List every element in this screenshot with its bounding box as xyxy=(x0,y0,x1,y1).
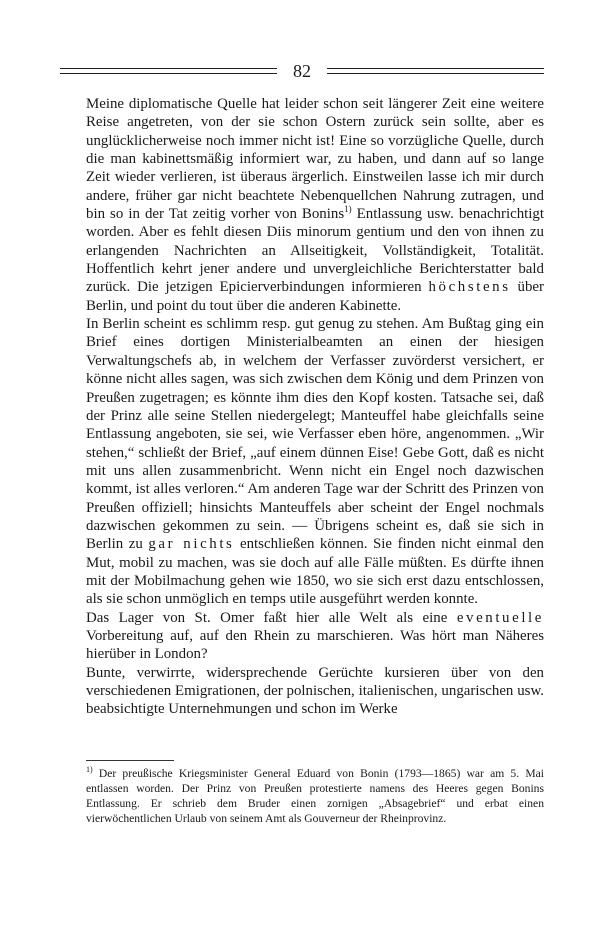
footnote-text: Der preußische Kriegsminister General Eduard von Bonin (1793—1865) war am 5. Mai entlassen worden. Der Prinz von Preußen protestierte namens des Heeres gegen Bonins Entlassung. Er schrieb dem Bruder einen zornigen „Absagebrief“ und erbat einen vierwöchentlichen Urlaub von seinem Amt als Gouverneur der Rheinprovinz. xyxy=(86,767,544,825)
body-text xyxy=(86,95,544,719)
paragraph-3 xyxy=(86,609,544,664)
paragraph-1-text-c: über Berlin, und point du tout über die anderen Kabinette. xyxy=(86,279,544,314)
footnotes xyxy=(86,766,544,826)
footnote-1 xyxy=(86,766,544,826)
page-number: 82 xyxy=(293,61,311,81)
footnote-divider xyxy=(86,760,174,761)
paragraph-2 xyxy=(86,315,544,609)
paragraph-2-text-b: entschließen können. Sie finden nicht einmal den Mut, mobil zu machen, was sie doch auf alle Fälle müßten. Es dürfte ihnen mit der Mobilmachung gehen wie 1850, wo sie sich erst dazu entschlossen, als sie schon unmöglich en temps utile ausgeführt werden konnte. xyxy=(86,536,544,608)
footnote-reference: 1) xyxy=(344,204,352,215)
paragraph-2-emphasis: gar nichts xyxy=(148,536,235,553)
paragraph-3-text-a: Das Lager von St. Omer faßt hier alle Welt als eine xyxy=(86,609,457,626)
paragraph-1-text-b: Entlassung usw. benachrichtigt worden. Aber es fehlt diesen Diis minorum gentium und den von ihnen zu erlangenden Nachrichten an Allseitigkeit, Vollständigkeit, Totalität. Hoffentlich kehrt jener andere und unvergleichliche Berichterstatter bald zurück. Die jetzigen Epicierverbindungen informieren xyxy=(86,206,545,296)
paragraph-3-text-b: Vorbereitung auf, auf den Rhein zu marschieren. Was hört man Näheres hierüber in London? xyxy=(86,627,544,663)
paragraph-2-text-a: In Berlin scheint es schlimm resp. gut genug zu stehen. Am Bußtag ging ein Brief eines dortigen Ministerialbeamten an einen der hiesigen Verwaltungschefs ab, in welchem der Verfasser zuvörderst versichert, er könne nicht alles sagen, was sich zwischen dem König und dem Prinzen von Preußen zugetragen; es könnte ihm dies den Kopf kosten. Tatsache sei, daß der Prinz alle seine Stellen niedergelegt; Manteuffel habe gleichfalls seine Entlassung angeboten, sie sei, wie Verfasser eben höre, angenommen. „Wir stehen,“ schließt der Brief, „auf einem dünnen Eise! Gebe Gott, daß es nicht mit uns allen zusammenbricht. Wenn nicht ein Engel noch dazwischen kommt, ist alles verloren.“ Am anderen Tage war der Schritt des Prinzen von Preußen offiziell; hinsichts Manteuffels aber scheint der Engel nochmals dazwischen gekommen zu sein. — Übrigens scheint es, daß sie sich in Berlin zu xyxy=(86,316,544,553)
header-rule-left xyxy=(60,68,277,74)
paragraph-1 xyxy=(86,95,544,315)
page-header xyxy=(60,60,544,82)
paragraph-4-text: Bunte, verwirrte, widersprechende Gerüchte kursieren über von den verschiedenen Emigrationen, der polnischen, italienischen, ungarischen usw. beabsichtigte Unternehmungen und schon im Werke xyxy=(86,664,544,718)
paragraph-3-emphasis: eventuelle xyxy=(456,609,544,626)
paragraph-4 xyxy=(86,664,544,719)
paragraph-1-text-a: Meine diplomatische Quelle hat leider schon seit längerer Zeit eine weitere Reise angetreten, von der sie schon Ostern zurück sein sollte, aber es unglücklicherweise noch immer nicht ist! Eine so vorzügliche Quelle, durch die man kabinettsmäßig informiert war, zu haben, und dann auf so lange Zeit wieder verlieren, ist überaus ärgerlich. Einstweilen lasse ich mir durch andere, früher gar nicht beachtete Nebenquellchen Nahrung zutragen, und bin so in der Tat zeitig vorher von Bonins xyxy=(86,96,544,223)
paragraph-1-emphasis: höchstens xyxy=(428,279,511,296)
footnote-marker: 1) xyxy=(86,765,93,775)
header-rule-right xyxy=(327,68,544,74)
